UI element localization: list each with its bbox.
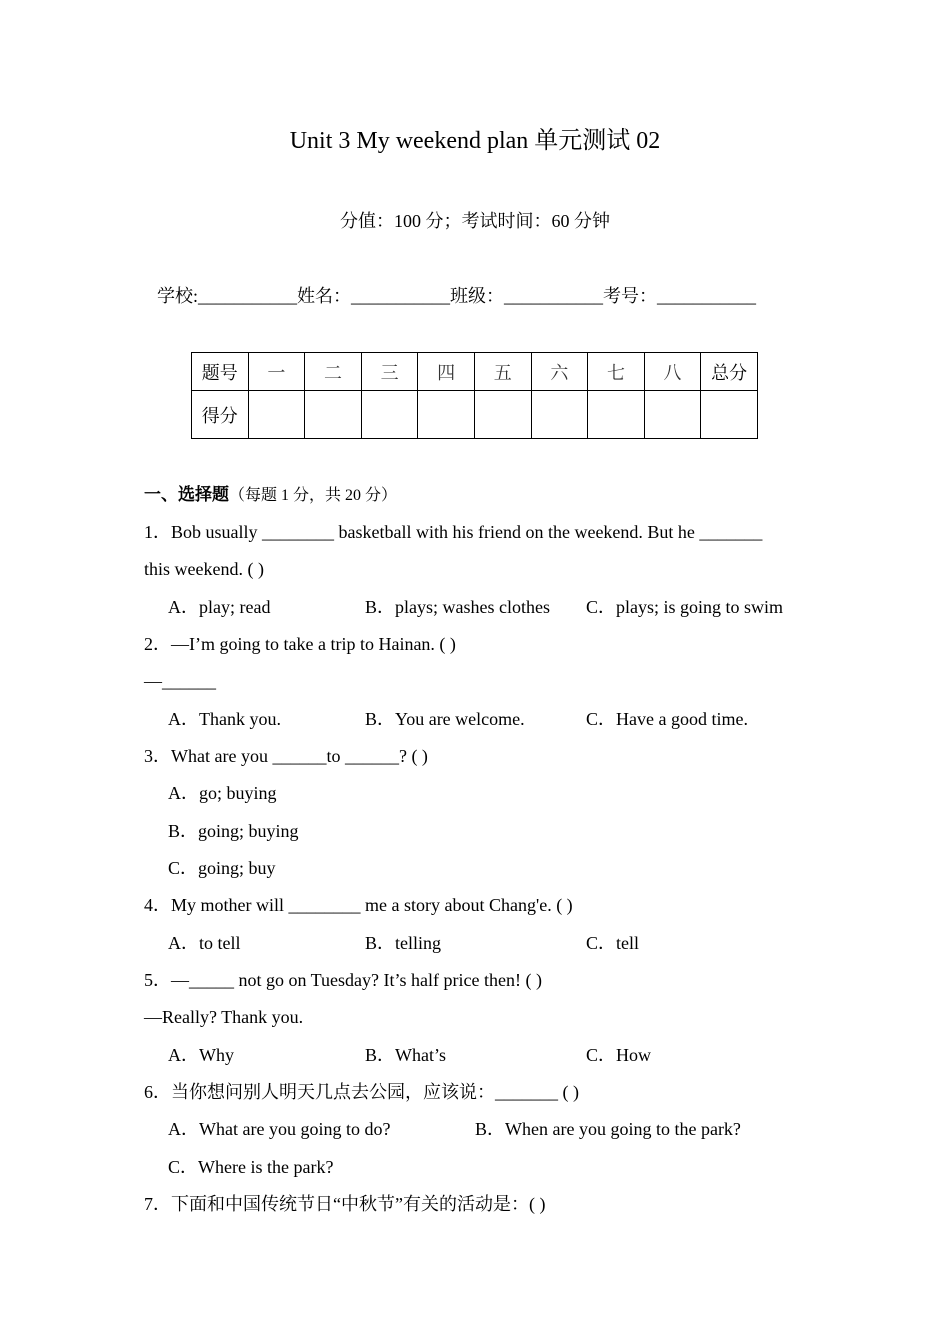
section-1-note: （每题 1 分，共 20 分） (229, 487, 398, 504)
question-4-option-a: A．to tell (168, 932, 241, 953)
question-1-option-c: C．plays; is going to swim (586, 596, 784, 617)
exam-number-label: 考号： (603, 286, 658, 306)
header-part-1: 一 (248, 353, 305, 391)
header-part-2: 二 (305, 353, 362, 391)
question-6-stem-line-1: 6．当你想问别人明天几点去公园，应该说：_______ ( ) (144, 1081, 579, 1102)
question-1-stem-line-2: this weekend. ( ) (144, 559, 264, 580)
header-part-6: 六 (531, 353, 588, 391)
score-row-label: 得分 (192, 391, 249, 439)
question-6-option-c: C．Where is the park? (168, 1156, 334, 1177)
question-5-option-c: C．How (586, 1044, 652, 1065)
question-2-option-b: B．You are welcome. (365, 708, 525, 729)
score-cell-total (701, 391, 758, 439)
question-7-stem-line-1: 7．下面和中国传统节日“中秋节”有关的活动是：( ) (144, 1193, 546, 1214)
question-2-stem-line-1: 2．—I’m going to take a trip to Hainan. ( ) (144, 633, 456, 654)
score-cell (644, 391, 701, 439)
school-blank: ___________ (198, 286, 298, 306)
question-1-stem-line-1: 1．Bob usually ________ basketball with his friend on the weekend. But he _______ (144, 522, 763, 542)
question-5-stem-line-2: —Really? Thank you. (144, 1007, 304, 1028)
section-1-heading (144, 481, 397, 510)
question-2-option-c: C．Have a good time. (586, 708, 748, 729)
question-2-option-a: A．Thank you. (168, 708, 281, 729)
question-3-option-b: B．going; buying (168, 820, 299, 841)
question-5-stem-line-1: 5．—_____ not go on Tuesday? It’s half price then! ( ) (144, 969, 542, 990)
header-question-number: 题号 (192, 353, 249, 391)
score-cell (248, 391, 305, 439)
score-cell (588, 391, 645, 439)
school-label: 学校: (157, 286, 199, 306)
question-5-options (144, 1037, 844, 1074)
score-cell (531, 391, 588, 439)
name-label: 姓名： (297, 286, 352, 306)
header-part-4: 四 (418, 353, 475, 391)
question-5-option-a: A．Why (168, 1044, 234, 1065)
section-1-title: 一、选择题 (144, 485, 229, 504)
exam-number-blank: ___________ (657, 286, 757, 306)
question-4-option-b: B．telling (365, 932, 441, 953)
header-part-5: 五 (474, 353, 531, 391)
question-4-option-c: C．tell (586, 932, 639, 953)
question-3-option-c: C．going; buy (168, 857, 276, 878)
question-list (144, 514, 844, 1223)
score-cell (418, 391, 475, 439)
question-1-options (144, 589, 844, 626)
question-3-option-a: A．go; buying (168, 783, 277, 804)
question-2-options (144, 701, 844, 738)
score-cell (474, 391, 531, 439)
header-part-8: 八 (644, 353, 701, 391)
score-table-header-row (192, 353, 758, 391)
score-table-score-row (192, 391, 758, 439)
question-2-stem-line-2: —______ (144, 671, 216, 692)
exam-subtitle: 分值：100 分；考试时间：60 分钟 (340, 211, 610, 231)
question-1-option-a: A．play; read (168, 596, 271, 617)
class-label: 班级： (450, 286, 505, 306)
student-info-line (157, 282, 756, 310)
question-3-stem-line-1: 3．What are you ______to ______? ( ) (144, 745, 428, 766)
header-total: 总分 (701, 353, 758, 391)
question-1-option-b: B．plays; washes clothes (365, 596, 550, 617)
question-4-options (144, 925, 844, 962)
question-6-options (144, 1111, 844, 1148)
question-6-option-a: A．What are you going to do? (168, 1119, 391, 1140)
class-blank: ___________ (504, 286, 604, 306)
score-table (191, 352, 758, 439)
question-6-option-b: B．When are you going to the park? (475, 1119, 741, 1140)
name-blank: ___________ (351, 286, 451, 306)
question-5-option-b: B．What’s (365, 1044, 446, 1065)
score-cell (305, 391, 362, 439)
exam-title: Unit 3 My weekend plan 单元测试 02 (289, 128, 661, 154)
header-part-3: 三 (361, 353, 418, 391)
header-part-7: 七 (588, 353, 645, 391)
question-4-stem-line-1: 4．My mother will ________ me a story about Chang'e. ( ) (144, 895, 573, 916)
score-cell (361, 391, 418, 439)
